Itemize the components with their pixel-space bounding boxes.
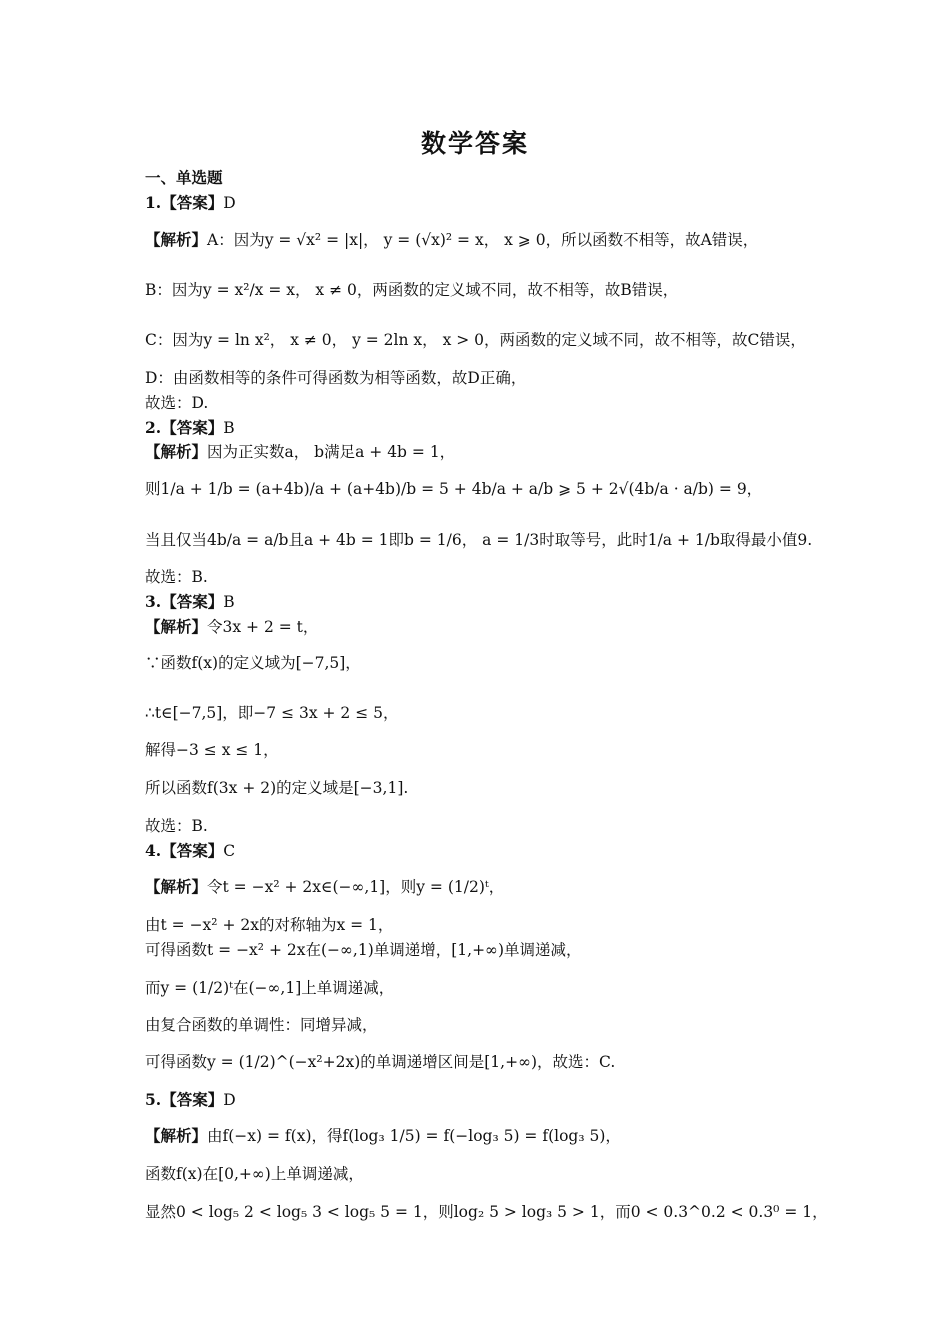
question-3-range: ∴t∈[−7,5]，即−7 ≤ 3x + 2 ≤ 5， — [145, 704, 399, 722]
question-4-monotonic: 可得函数t = −x² + 2x在(−∞,1)单调递增，[1,+∞)单调递减， — [145, 941, 582, 959]
question-4-answer: 4.【答案】C — [145, 841, 236, 860]
question-4-conclusion: 可得函数y = (1/2)^(−x²+2x)的单调递增区间是[1,+∞)，故选：C. — [145, 1053, 616, 1071]
question-3-conclusion: 故选：B. — [145, 817, 208, 835]
question-3-result: 所以函数f(3x + 2)的定义域是[−3,1]. — [145, 779, 409, 797]
question-3-analysis-line: 【解析】令3x + 2 = t， — [145, 617, 319, 636]
question-2-answer: 2.【答案】B — [145, 418, 235, 437]
question-number: 1. — [145, 193, 162, 212]
question-1-conclusion: 故选：D. — [145, 394, 209, 412]
question-3-solve: 解得−3 ≤ x ≤ 1， — [145, 741, 279, 759]
question-3-domain: ∵函数f(x)的定义域为[−7,5]， — [145, 654, 361, 672]
question-2-equality-case: 当且仅当4b/a = a/b且a + 4b = 1即b = 1/6， a = 1/3时取等号，此时1/a + 1/b取得最小值9. — [145, 531, 813, 549]
question-4-decreasing: 而y = (1/2)ᵗ在(−∞,1]上单调递减， — [145, 979, 395, 997]
question-4-analysis-line: 【解析】令t = −x² + 2x∈(−∞,1]，则y = (1/2)ᵗ， — [145, 877, 505, 896]
page-title: 数学答案 — [420, 129, 529, 158]
question-1-line-c: C：因为y = ln x²， x ≠ 0， y = 2ln x， x > 0，两函数的定义域不同，故不相等，故C错误， — [145, 331, 806, 349]
question-5-analysis-line: 【解析】由f(−x) = f(x)，得f(log₃ 1/5) = f(−log₃ 5) = f(log₃ 5)， — [145, 1126, 621, 1145]
question-4-axis: 由t = −x² + 2x的对称轴为x = 1， — [145, 916, 394, 934]
question-2-analysis-line: 【解析】因为正实数a， b满足a + 4b = 1， — [145, 442, 456, 461]
question-1-analysis-line: 【解析】A：因为y = √x² = |x|， y = (√x)² = x， x ⩾ 0，所以函数不相等，故A错误， — [145, 230, 759, 249]
question-1-line-d: D：由函数相等的条件可得函数为相等函数，故D正确， — [145, 369, 527, 387]
question-4-composite-rule: 由复合函数的单调性：同增异减， — [145, 1016, 378, 1034]
question-5-monotonic: 函数f(x)在[0,+∞)上单调递减， — [145, 1165, 364, 1183]
answer-value: D — [223, 194, 236, 212]
question-1-answer — [145, 191, 236, 215]
question-5-answer: 5.【答案】D — [145, 1090, 236, 1109]
question-1-line-b: B：因为y = x²/x = x， x ≠ 0，两函数的定义域不同，故不相等，故B错误， — [145, 281, 679, 299]
question-3-answer: 3.【答案】B — [145, 592, 235, 611]
question-5-comparison: 显然0 < log₅ 2 < log₅ 3 < log₅ 5 = 1，则log₂ 5 > log₃ 5 > 1，而0 < 0.3^0.2 < 0.3⁰ = 1， — [145, 1203, 828, 1221]
section-heading: 一、单选题 — [145, 168, 223, 187]
question-2-inequality: 则1/a + 1/b = (a+4b)/a + (a+4b)/b = 5 + 4b/a + a/b ⩾ 5 + 2√(4b/a · a/b) = 9， — [145, 480, 763, 498]
analysis-tag: 【解析】 — [145, 230, 208, 249]
question-2-conclusion: 故选：B. — [145, 568, 208, 586]
answer-tag: 【答案】 — [161, 193, 224, 212]
